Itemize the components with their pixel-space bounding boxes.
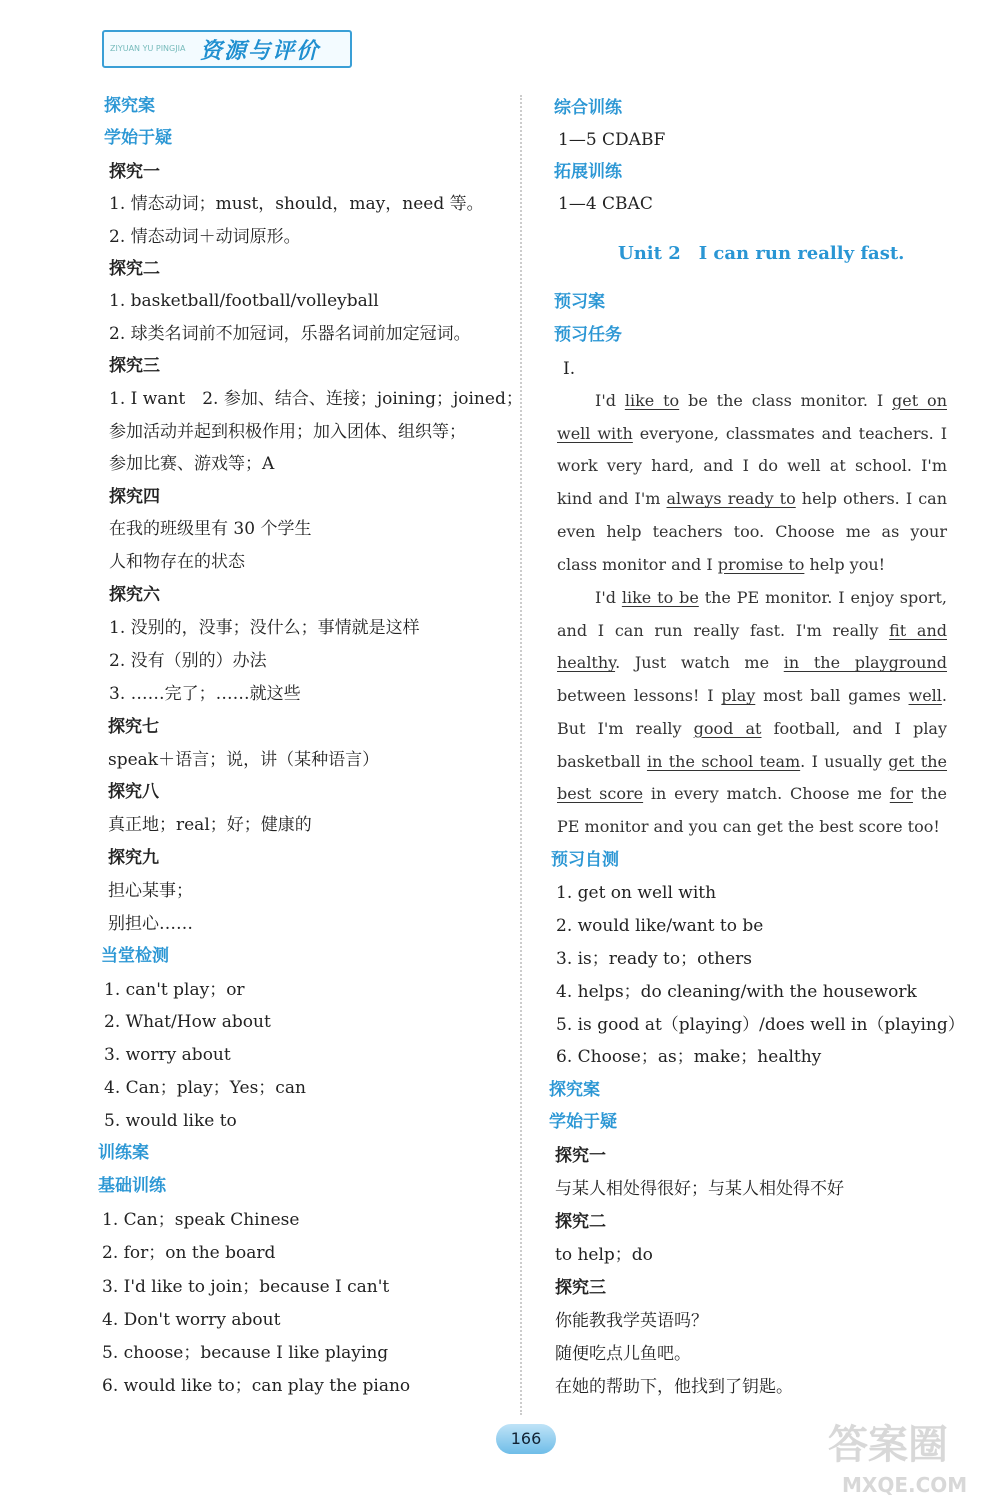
- answer-underlined-phrase: for: [889, 784, 913, 804]
- section-heading: 学始于疑: [549, 1112, 617, 1132]
- passage-text: help you!: [804, 554, 886, 574]
- answer-line: 2. 情态动词＋动词原形。: [109, 227, 301, 247]
- section-heading: 探究三: [109, 356, 160, 376]
- answer-line: 6. Choose；as；make；healthy: [556, 1047, 822, 1067]
- answer-line: 3. is；ready to；others: [556, 949, 752, 969]
- header-title: 资源与评价: [200, 39, 321, 64]
- watermark-bottom-text: MXQE.COM: [842, 1473, 968, 1497]
- answer-underlined-phrase: get on well with: [557, 391, 947, 443]
- page-number: 166: [496, 1424, 556, 1454]
- header-banner: [102, 30, 352, 68]
- section-heading: 预习任务: [554, 325, 622, 345]
- answer-line: 随便吃点儿鱼吧。: [555, 1344, 691, 1364]
- answer-line: 真正地；real；好；健康的: [108, 815, 312, 835]
- section-heading: 当堂检测: [101, 946, 169, 966]
- answer-line: 3. worry about: [104, 1045, 231, 1065]
- passage-paragraph-2: [557, 582, 947, 844]
- answer-line: 4. helps；do cleaning/with the housework: [556, 982, 917, 1002]
- passage-text: . But I'm really: [557, 686, 948, 738]
- passage-text: the PE monitor and you can get the best score too!: [557, 784, 947, 836]
- answer-line: 2. What/How about: [104, 1012, 271, 1032]
- watermark-logo: [820, 1410, 990, 1500]
- passage-text: . Just watch me: [615, 653, 784, 673]
- answer-line: 1. get on well with: [556, 883, 717, 903]
- answer-underlined-phrase: like to be: [621, 588, 699, 607]
- section-heading: 拓展训练: [554, 162, 622, 182]
- passage-text: help others. I can even help teachers too. Choose me as your class monitor and I: [557, 489, 948, 574]
- header-small-text: ZIYUAN YU PINGJIA: [110, 44, 186, 53]
- answer-line: 2. for；on the board: [102, 1243, 276, 1263]
- answer-line: 4. Can；play；Yes；can: [104, 1078, 306, 1098]
- section-heading: 学始于疑: [104, 128, 172, 148]
- passage-text: . I usually: [800, 751, 889, 771]
- answer-line: 别担心……: [108, 914, 193, 934]
- answer-line: 1. basketball/football/volleyball: [109, 291, 379, 311]
- section-heading: 探究案: [549, 1080, 600, 1100]
- column-divider: [520, 95, 522, 1415]
- section-heading: 探究八: [108, 782, 159, 802]
- answer-line: 在我的班级里有 30 个学生: [109, 519, 312, 539]
- answer-line: 3. I'd like to join；because I can't: [102, 1277, 390, 1297]
- passage-paragraph-1: [557, 385, 947, 581]
- answer-line: 5. is good at（playing）/does well in（playing）: [556, 1015, 965, 1035]
- answer-line: 2. would like/want to be: [556, 916, 764, 936]
- answer-line: speak＋语言；说，讲（某种语言）: [108, 750, 380, 770]
- answer-line: 1. can't play；or: [104, 980, 245, 1000]
- section-heading: 探究二: [109, 259, 160, 279]
- section-heading: 预习案: [554, 292, 605, 312]
- answer-line: 3. ……完了；……就这些: [109, 684, 301, 704]
- passage-text: everyone, classmates and teachers. I work very hard, and I do well at school. I'm kind and I'm: [557, 423, 948, 509]
- answer-line: 1. 没别的，没事；没什么；事情就是这样: [109, 618, 420, 638]
- passage-text: I'd: [595, 391, 625, 410]
- answer-underlined-phrase: promise to: [717, 554, 805, 574]
- answer-line: 担心某事；: [108, 881, 193, 901]
- section-heading: 探究一: [555, 1146, 606, 1166]
- answer-underlined-phrase: get the best score: [557, 751, 948, 804]
- passage-text: most ball games: [755, 686, 909, 706]
- section-heading: 基础训练: [98, 1176, 166, 1196]
- answer-line: 你能教我学英语吗？: [555, 1311, 708, 1331]
- passage-text: between lessons! I: [557, 686, 722, 706]
- answer-line: 2. 球类名词前不加冠词，乐器名词前加定冠词。: [109, 324, 471, 344]
- answer-line: 1—5 CDABF: [558, 130, 666, 150]
- unit-title: Unit 2 I can run really fast.: [618, 243, 905, 264]
- answer-line: 5. would like to: [104, 1111, 237, 1131]
- answer-line: 5. choose；because I like playing: [102, 1343, 389, 1363]
- answer-line: 6. would like to；can play the piano: [102, 1376, 411, 1396]
- section-heading: 探究九: [108, 848, 159, 868]
- section-heading: 探究案: [104, 96, 155, 116]
- watermark-top-text: 答案圈: [828, 1422, 948, 1468]
- answer-line: 1. 情态动词；must，should，may，need 等。: [109, 194, 484, 214]
- answer-underlined-phrase: in the playground: [783, 653, 948, 673]
- answer-underlined-phrase: like to: [624, 391, 680, 410]
- answer-line: 与某人相处得很好；与某人相处得不好: [555, 1179, 844, 1199]
- answer-underlined-phrase: always ready to: [666, 489, 796, 509]
- section-heading: 探究三: [555, 1278, 606, 1298]
- answer-line: 4. Don't worry about: [102, 1310, 281, 1330]
- answer-line: Ⅰ.: [563, 359, 576, 379]
- answer-line: 在她的帮助下，他找到了钥匙。: [555, 1377, 793, 1397]
- answer-underlined-phrase: fit and healthy: [557, 620, 947, 673]
- answer-line: 人和物存在的状态: [109, 552, 245, 572]
- passage-text: be the class monitor. I: [679, 391, 893, 410]
- answer-line: 1. Can；speak Chinese: [102, 1210, 300, 1230]
- answer-line: 1—4 CBAC: [558, 194, 653, 214]
- answer-line: to help；do: [555, 1245, 653, 1265]
- answer-underlined-phrase: good at: [693, 718, 762, 738]
- section-heading: 预习自测: [551, 850, 619, 870]
- answer-underlined-phrase: play: [721, 686, 756, 706]
- answer-underlined-phrase: in the school team: [646, 751, 801, 771]
- section-heading: 探究七: [108, 717, 159, 737]
- section-heading: 探究四: [109, 487, 160, 507]
- section-heading: 综合训练: [554, 98, 622, 118]
- passage-text: football, and I play basketball: [557, 718, 948, 771]
- passage-text: I'd: [595, 588, 622, 607]
- section-heading: 探究六: [109, 585, 160, 605]
- passage-text: the PE monitor. I enjoy sport, and I can run really fast. I'm really: [557, 588, 948, 640]
- answer-underlined-phrase: well: [908, 686, 942, 706]
- section-heading: 探究二: [555, 1212, 606, 1232]
- section-heading: 训练案: [98, 1143, 149, 1163]
- passage-text: in every match. Choose me: [643, 784, 890, 804]
- answer-line: 2. 没有（别的）办法: [109, 651, 267, 671]
- answer-line: 参加活动并起到积极作用；加入团体、组织等；: [109, 422, 466, 442]
- answer-line: 参加比赛、游戏等；A: [109, 454, 275, 474]
- answer-line: 1. I want 2. 参加、结合、连接；joining；joined；: [109, 389, 523, 409]
- section-heading: 探究一: [109, 162, 160, 182]
